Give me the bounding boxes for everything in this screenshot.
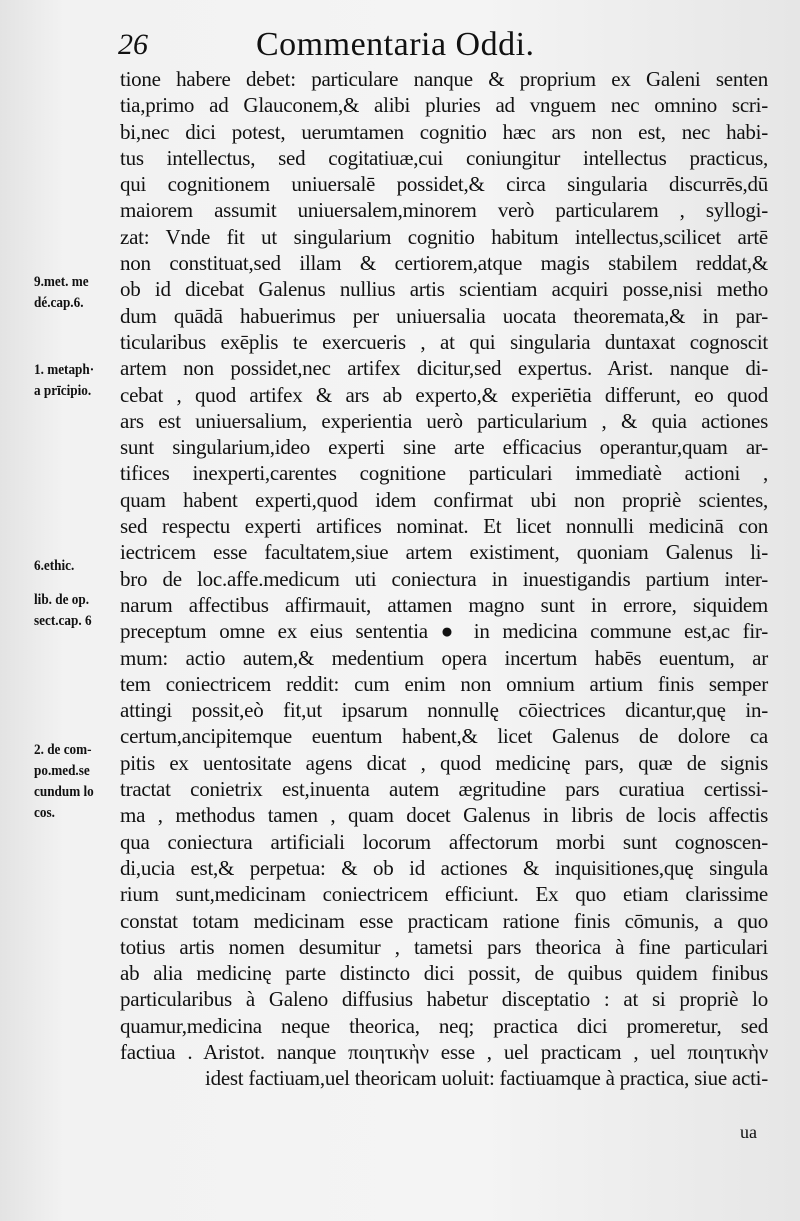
text-line: rium sunt,medicinam coniectricem efficiunt. Ex quo etiam clarissime [120, 882, 768, 907]
text-line: maiorem assumit uniuersalem,minorem verò particularem , syllogi- [120, 198, 768, 223]
text-line: factiua . Aristot. nanque ποιητικὴν esse , uel practicam , uel ποιητικὴν [120, 1039, 768, 1064]
text-line: qui cognitionem uniuersalē possidet,& circa singularia discurrēs,dū [120, 172, 768, 197]
text-line: tifices inexperti,carentes cognitione particulari immediatè actioni , [120, 461, 768, 486]
text-line: dum quādā habuerimus per uniuersalia uocata theoremata,& in par- [120, 303, 768, 328]
text-line: sunt singularium,ideo experti sine arte efficacius operantur,quam ar- [120, 435, 768, 460]
page-header [118, 22, 658, 66]
text-line: ob id dicebat Galenus nullius artis scientiam acquiri posse,nisi metho [120, 277, 768, 302]
catchword: ua [740, 1122, 757, 1142]
page-number: 26 [118, 28, 148, 61]
text-line: bi,nec dici potest, uerumtamen cognitio hæc ars non est, nec habi- [120, 119, 768, 144]
text-line: artem non possidet,nec artifex dicitur,sed expertus. Arist. nanque di- [120, 356, 768, 381]
text-line: tem coniectricem reddit: cum enim non omnium artium finis semper [120, 671, 768, 696]
text-line: tractat conietrix est,inuenta autem ægritudine pars curatiua certissi- [120, 777, 768, 802]
margin-note: 2. de com- po.med.se cundum lo cos. [34, 742, 94, 821]
text-line: constat totam medicinam esse practicam ratione finis cōmunis, a quo [120, 908, 768, 933]
text-line: mum: actio autem,& medentium opera incertum habēs euentum, ar [120, 645, 768, 670]
text-line: preceptum omne ex eius sententia ● in medicina commune est,ac fir- [120, 619, 768, 644]
body-text [120, 66, 768, 1092]
text-line: sed respectu experti artifices nominat. Et licet nonnulli medicinā con [120, 514, 768, 539]
text-line: idest factiuam,uel theoricam uoluit: factiuamque à practica, siue acti- [204, 1066, 768, 1091]
text-line: narum affectibus affirmauit, attamen magno sunt in errore, siquidem [120, 592, 768, 617]
text-line: pitis ex uentositate agens dicat , quod medicinę pars, quæ de signis [120, 750, 768, 775]
margin-note: lib. de op. sect.cap. 6 [34, 592, 92, 629]
text-line: ars est uniuersalium, experientia uerò particularium , & quia actiones [120, 408, 768, 433]
running-head: Commentaria Oddi. [256, 26, 535, 63]
text-line: tione habere debet: particulare nanque & proprium ex Galeni senten [120, 67, 768, 91]
margin-note: 1. metaph· a prīcipio. [34, 362, 95, 399]
text-line: attingi possit,eò fit,ut ipsarum nonnullę cōiectrices dicantur,quę in- [120, 698, 768, 723]
text-line: di,ucia est,& perpetua: & ob id actiones & inquisitiones,quę singula [120, 855, 768, 880]
text-line: cebat , quod artifex & ars ab experto,& experiētia differunt, eo quod [120, 382, 768, 407]
text-line: quamur,medicina neque theorica, neq; practica dici promeretur, sed [120, 1013, 768, 1038]
text-line: non constituat,sed illam & certiorem,atque magis stabilem reddat,& [120, 251, 768, 276]
text-line: quam habent experti,quod idem confirmat ubi non propriè scientes, [120, 487, 768, 512]
margin-note: 9.met. me dé.cap.6. [34, 274, 89, 311]
text-line: tia,primo ad Glauconem,& alibi pluries ad vnguem nec omnino scri- [120, 93, 768, 118]
text-line: bro de loc.affe.medicum uti coniectura in inuestigandis partium inter- [120, 566, 768, 591]
text-line: particularibus à Galeno diffusius habetur disceptatio : at si propriè lo [120, 987, 768, 1012]
text-line: qua coniectura artificiali locorum affectorum morbi sunt cognoscen- [120, 829, 768, 854]
text-line: iectricem esse facultatem,siue artem existiment, quoniam Galenus li- [120, 540, 768, 565]
text-line: ticularibus exēplis te exercueris , at qui singularia duntaxat cognoscit [120, 329, 768, 354]
text-line: ma , methodus tamen , quam docet Galenus in libris de locis affectis [120, 803, 768, 828]
text-line: certum,ancipitemque euentum habent,& licet Galenus de dolore ca [120, 724, 768, 749]
margin-note: 6.ethic. [34, 558, 75, 574]
text-line: zat: Vnde fit ut singularium cognitio habitum intellectus,scilicet artē [120, 224, 768, 249]
text-line: tus intellectus, sed cogitatiuæ,cui coniungitur intellectus practicus, [120, 145, 768, 170]
text-line: ab alia medicinę parte distincto dici possit, de quibus quidem finibus [120, 961, 768, 986]
text-line: totius artis nomen desumitur , tametsi pars theorica à fine particulari [120, 934, 768, 959]
